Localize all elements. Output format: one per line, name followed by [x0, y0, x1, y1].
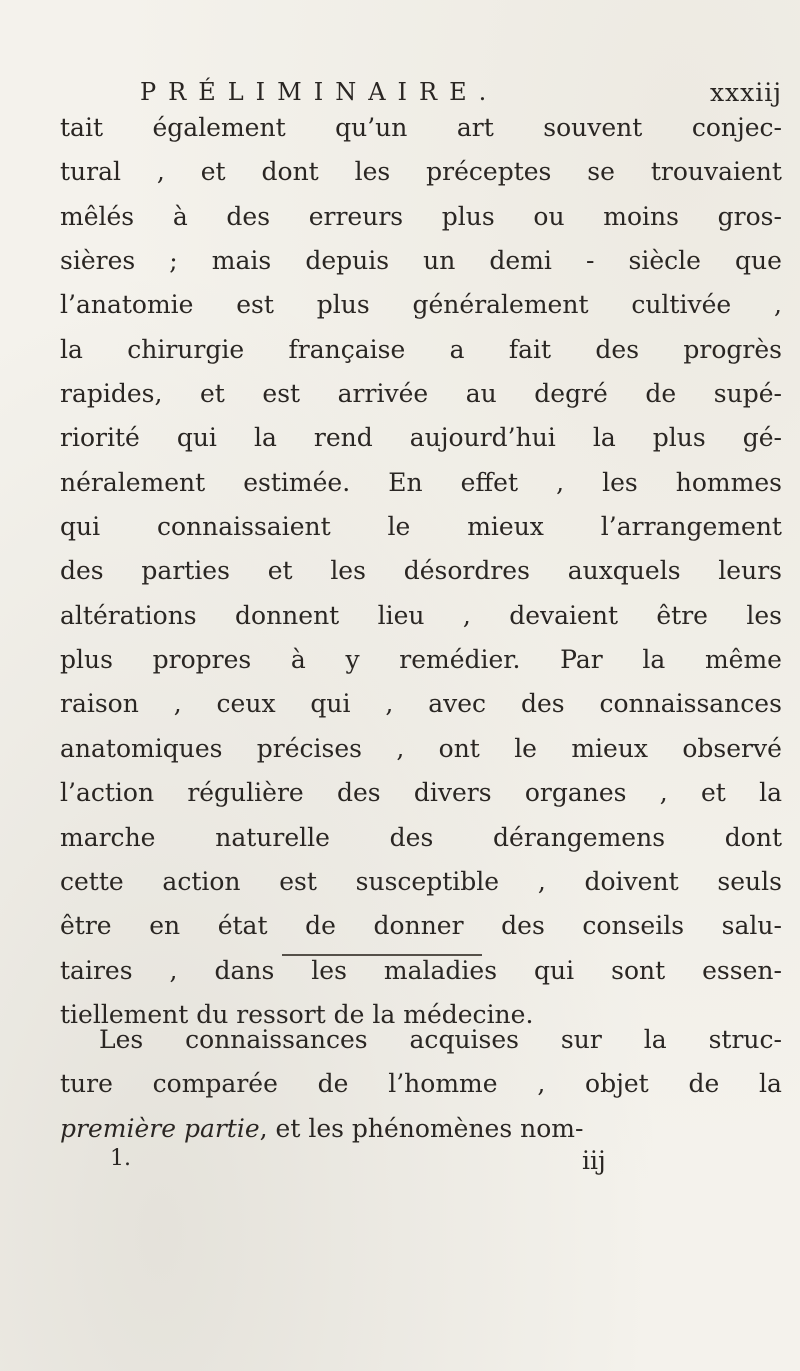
word: action [162, 866, 241, 896]
word: le [387, 512, 411, 542]
section-divider [282, 954, 482, 956]
word: , [156, 157, 165, 187]
signature-mark-left: 1. [110, 1146, 131, 1171]
word: , [556, 467, 565, 497]
word: mieux [571, 733, 649, 763]
word: à [290, 645, 306, 675]
word: dont [724, 822, 782, 852]
word: ont [438, 733, 480, 763]
word: qu’un [335, 113, 408, 142]
word: des [595, 334, 640, 364]
word: la [592, 423, 616, 453]
word: siècle [628, 246, 701, 276]
word: de [317, 1069, 349, 1099]
word: tural [60, 157, 121, 187]
word: dans [214, 955, 275, 985]
word: est [279, 866, 317, 896]
word: degré [534, 379, 608, 409]
word: Par [560, 645, 603, 675]
text-line [60, 638, 782, 682]
line-text [60, 461, 782, 505]
word: qui [60, 512, 101, 542]
text-line [60, 328, 782, 372]
word: donner [373, 911, 464, 941]
word: donnent [235, 600, 340, 630]
word: de [688, 1069, 720, 1099]
line-text [60, 372, 782, 416]
line-text [60, 771, 782, 815]
line-text [60, 638, 782, 682]
word: hommes [675, 467, 782, 497]
word: préceptes [426, 157, 552, 187]
word: parties [141, 556, 230, 586]
line-text [60, 239, 782, 283]
word: trouvaient [650, 157, 782, 187]
word: à [172, 201, 188, 231]
word: et [700, 778, 726, 808]
line-text [60, 727, 782, 771]
word: taires [60, 955, 133, 985]
word: de [305, 911, 336, 941]
word: effet [460, 467, 519, 497]
text-line [60, 239, 782, 283]
word: chirurgie [127, 334, 245, 364]
word: ou [533, 201, 565, 231]
word: connaissances [185, 1025, 368, 1054]
line-text [60, 106, 782, 150]
word: rend [313, 423, 373, 453]
word: dérangemens [493, 822, 666, 852]
word: l’action [60, 778, 155, 808]
word: maladies [383, 955, 498, 985]
text-line [60, 372, 782, 416]
text-line [60, 816, 782, 860]
word: cultivée [631, 290, 732, 320]
word: art [456, 113, 494, 142]
word: anatomiques [60, 733, 223, 763]
word: divers [413, 778, 492, 808]
line-text [60, 904, 782, 948]
word: également [152, 113, 286, 142]
word: - [585, 246, 595, 276]
text-line [60, 727, 782, 771]
word: mêlés [60, 201, 135, 231]
word: les [330, 556, 366, 586]
word: En [388, 467, 423, 497]
word: l’anatomie [60, 290, 194, 320]
word: organes [524, 778, 627, 808]
word: la [759, 1069, 782, 1099]
word: un [423, 246, 456, 276]
word: connaissances [599, 689, 782, 719]
word: comparée [152, 1069, 278, 1099]
word: observé [682, 733, 782, 763]
line-text: , et les phénomènes nom- [259, 1113, 584, 1143]
word: erreurs [308, 201, 404, 231]
word: a [449, 334, 465, 364]
word: , [462, 600, 471, 630]
word: les [746, 600, 782, 630]
word: des [501, 911, 545, 941]
word: même [704, 645, 782, 675]
word: fait [508, 334, 552, 364]
word: , [537, 1069, 546, 1099]
word: au [465, 379, 497, 409]
word: aujourd’hui [409, 423, 556, 453]
page-number: xxxiij [709, 78, 782, 107]
word: naturelle [215, 822, 330, 852]
word: conjec- [691, 113, 782, 142]
word: connaissaient [156, 512, 331, 542]
word: , [773, 290, 782, 320]
header-title: PRÉLIMINAIRE. [140, 78, 499, 106]
word: mieux [467, 512, 544, 542]
text-line [60, 195, 782, 239]
word: ceux [216, 689, 276, 719]
text-line [60, 594, 782, 638]
word: et [200, 157, 226, 187]
word: cette [60, 866, 124, 896]
word: en [149, 911, 181, 941]
word: supé- [713, 379, 782, 409]
text-line [60, 860, 782, 904]
word: sont [611, 955, 666, 985]
word: est [236, 290, 274, 320]
text-line [60, 505, 782, 549]
word: marche [60, 822, 156, 852]
word: doivent [584, 866, 679, 896]
word: de [645, 379, 677, 409]
word: rapides, [60, 379, 163, 409]
line-text [60, 283, 782, 327]
text-line [60, 904, 782, 948]
text-line [60, 771, 782, 815]
text-line [60, 1107, 782, 1151]
word: plus [441, 201, 495, 231]
word: gros- [717, 201, 782, 231]
word: la [60, 334, 83, 364]
word: ; [169, 246, 178, 276]
word: susceptible [355, 866, 500, 896]
line-text [60, 816, 782, 860]
italic-reference: première partie [60, 1113, 260, 1143]
word: tait [60, 113, 103, 142]
word: Les [99, 1025, 144, 1054]
line-text [60, 328, 782, 372]
word: des [336, 778, 381, 808]
text-line [60, 283, 782, 327]
text-line [60, 682, 782, 726]
word: essen- [702, 955, 782, 985]
line-text [60, 682, 782, 726]
word: sur [560, 1025, 602, 1054]
word: la [642, 645, 666, 675]
word: des [226, 201, 271, 231]
line-text [60, 594, 782, 638]
word: , [537, 866, 546, 896]
word: la [253, 423, 277, 453]
word: , [396, 733, 405, 763]
word: les [602, 467, 638, 497]
text-line [60, 106, 782, 150]
word: salu- [721, 911, 782, 941]
text-line [60, 1062, 782, 1106]
word: y [345, 645, 360, 675]
word: les [311, 955, 347, 985]
word: des [520, 689, 565, 719]
word: , [659, 778, 668, 808]
word: la [643, 1025, 667, 1054]
word: mais [211, 246, 272, 276]
word: objet [585, 1069, 649, 1099]
line-text [60, 150, 782, 194]
word: , [173, 689, 182, 719]
line-text [60, 860, 782, 904]
word: struc- [708, 1025, 782, 1054]
text-line [60, 461, 782, 505]
line-text: tiellement du ressort de la médecine. [60, 999, 534, 1029]
word: qui [310, 689, 351, 719]
word: raison [60, 689, 139, 719]
paragraph-1 [60, 106, 782, 1037]
paragraph-2 [60, 1018, 782, 1151]
word: précises [256, 733, 362, 763]
word: remédier. [399, 645, 521, 675]
word: arrivée [337, 379, 429, 409]
line-text [60, 1062, 782, 1106]
word: et [267, 556, 293, 586]
line-text [60, 505, 782, 549]
word: demi [489, 246, 552, 276]
line-text [99, 1018, 782, 1062]
word: lieu [377, 600, 425, 630]
word: devaient [509, 600, 618, 630]
word: néralement [60, 467, 206, 497]
word: française [288, 334, 406, 364]
text-line [60, 549, 782, 593]
word: avec [428, 689, 487, 719]
word: l’arrangement [600, 512, 782, 542]
word: les [354, 157, 391, 187]
word: des [60, 556, 104, 586]
word: plus [60, 645, 113, 675]
word: plus [316, 290, 370, 320]
word: seuls [717, 866, 782, 896]
line-text-group [60, 1107, 583, 1151]
word: auxquels [567, 556, 681, 586]
word: conseils [582, 911, 685, 941]
word: plus [652, 423, 706, 453]
word: généralement [412, 290, 589, 320]
word: , [169, 955, 178, 985]
text-line [60, 150, 782, 194]
word: acquises [409, 1025, 519, 1054]
word: régulière [187, 778, 304, 808]
text-line [60, 416, 782, 460]
word: désordres [403, 556, 530, 586]
word: ture [60, 1069, 113, 1099]
word: l’homme [388, 1069, 498, 1099]
word: sières [60, 246, 136, 276]
line-text [60, 416, 782, 460]
word: , [385, 689, 394, 719]
word: altérations [60, 600, 197, 630]
word: état [217, 911, 268, 941]
word: leurs [718, 556, 782, 586]
word: qui [176, 423, 217, 453]
word: la [759, 778, 782, 808]
word: dont [261, 157, 319, 187]
text-line [60, 1018, 782, 1062]
word: gé- [742, 423, 782, 453]
word: riorité [60, 423, 140, 453]
word: depuis [305, 246, 390, 276]
word: progrès [683, 334, 782, 364]
word: le [514, 733, 537, 763]
word: qui [534, 955, 575, 985]
word: que [735, 246, 782, 276]
line-text [60, 195, 782, 239]
word: être [656, 600, 708, 630]
word: des [389, 822, 434, 852]
word: propres [152, 645, 252, 675]
word: est [262, 379, 301, 409]
word: être [60, 911, 112, 941]
word: moins [603, 201, 679, 231]
word: et [200, 379, 225, 409]
word: se [587, 157, 615, 187]
word: souvent [543, 113, 643, 142]
word: estimée. [243, 467, 351, 497]
line-text [60, 549, 782, 593]
signature-mark: iij [582, 1146, 606, 1175]
